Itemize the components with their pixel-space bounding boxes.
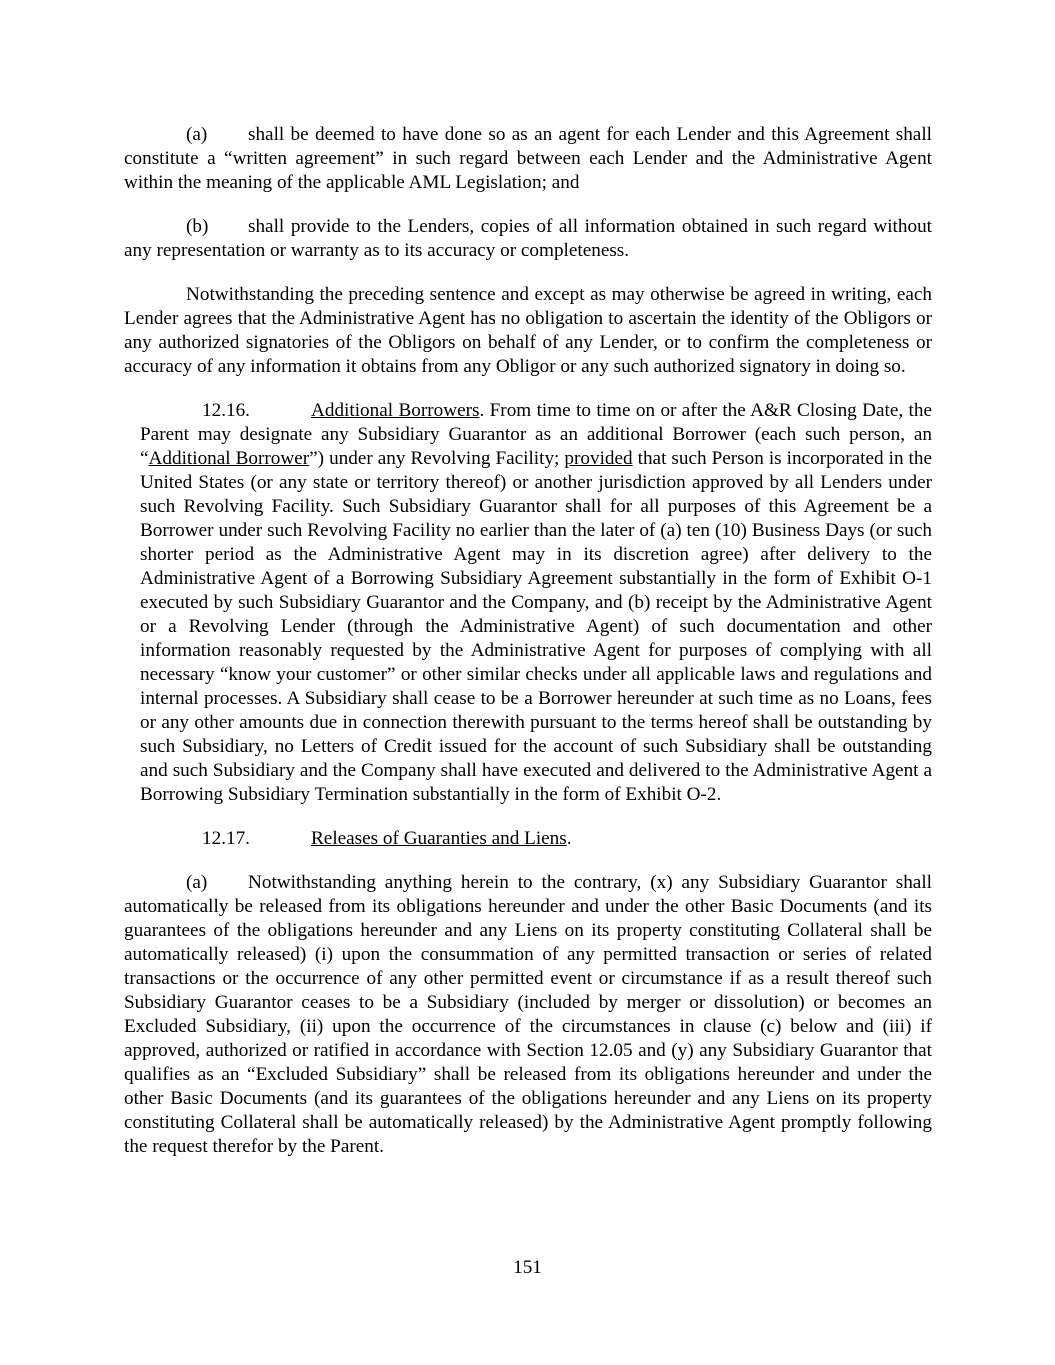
paragraph-b-provide	[124, 215, 932, 263]
section-12-17-heading	[140, 827, 932, 851]
clause-label: (a)	[186, 872, 208, 893]
defined-term: Additional Borrower	[148, 448, 310, 469]
section-12-16	[140, 399, 932, 807]
paragraph-a-agent	[124, 123, 932, 195]
section-title-period: .	[566, 828, 572, 849]
clause-label: (a)	[186, 124, 208, 145]
paragraph-notwithstanding: Notwithstanding the preceding sentence and except as may otherwise be agreed in writing, each Lender agrees that the Administrative Agent has no obligation to ascertain the identity of the Obligors or any authorized signatories of the Obligors on behalf of any Lender, or to confirm the completeness or accuracy of any information it obtains from any Obligor or any such authorized signatory in doing so.	[124, 284, 932, 377]
section-number: 12.17.	[202, 828, 250, 849]
clause-text: shall be deemed to have done so as an agent for each Lender and this Agreement shall constitute a “written agreement” in such regard between each Lender and the Administrative Agent within the meaning of the applicable AML Legislation; and	[124, 124, 932, 193]
paragraph-a-releases	[124, 871, 932, 1159]
section-text-1: . From time to time on or after the A&R Closing Date, the Parent may designate any Subsidiary Guarantor as an additional Borrower (each such person, an “	[140, 400, 932, 469]
section-text-3: that such Person is incorporated in the United States (or any state or territory thereof) or another jurisdiction approved by all Lenders under such Revolving Facility. Such Subsidiary Guarantor shall for all purposes of this Agreement be a Borrower under such Revolving Facility no earlier than the later of (a) ten (10) Business Days (or such shorter period as the Administrative Agent may in its discretion agree) after delivery to the Administrative Agent of a Borrowing Subsidiary Agreement substantially in the form of Exhibit O-1 executed by such Subsidiary Guarantor and the Company, and (b) receipt by the Administrative Agent or a Revolving Lender (through the Administrative Agent) of such documentation and other information reasonably requested by the Administrative Agent for purposes of complying with all necessary “know your customer” or other similar checks under all applicable laws and regulations and internal processes. A Subsidiary shall cease to be a Borrower hereunder at such time as no Loans, fees or any other amounts due in connection therewith pursuant to the terms hereof shall be outstanding by such Subsidiary, no Letters of Credit issued for the account of such Subsidiary shall be outstanding and such Subsidiary and the Company shall have executed and delivered to the Administrative Agent a Borrowing Subsidiary Termination substantially in the form of Exhibit O-2.	[140, 448, 932, 805]
clause-text: shall provide to the Lenders, copies of all information obtained in such regard without any representation or warranty as to its accuracy or completeness.	[124, 216, 932, 261]
clause-label: (b)	[186, 216, 209, 237]
clause-text: Notwithstanding anything herein to the contrary, (x) any Subsidiary Guarantor shall automatically be released from its obligations hereunder and under the other Basic Documents (and its guarantees of the obligations hereunder and any Liens on its property constituting Collateral shall be automatically released) (i) upon the consummation of any permitted transaction or series of related transactions or the occurrence of any other permitted event or circumstance if as a result thereof such Subsidiary Guarantor ceases to be a Subsidiary (included by merger or dissolution) or becomes an Excluded Subsidiary, (ii) upon the occurrence of the circumstances in clause (c) below and (iii) if approved, authorized or ratified in accordance with Section 12.05 and (y) any Subsidiary Guarantor that qualifies as an “Excluded Subsidiary” shall be released from its obligations hereunder and under the other Basic Documents (and its guarantees of the obligations hereunder and any Liens on its property constituting Collateral shall be automatically released) by the Administrative Agent promptly following the request therefor by the Parent.	[124, 872, 932, 1157]
document-page	[124, 123, 932, 1179]
section-text-2: ”) under any Revolving Facility;	[309, 448, 565, 469]
section-title: Additional Borrowers	[311, 400, 480, 421]
provided-term: provided	[564, 448, 633, 469]
section-number: 12.16.	[202, 400, 250, 421]
page-number: 151	[513, 1257, 542, 1278]
section-title: Releases of Guaranties and Liens	[311, 828, 567, 849]
